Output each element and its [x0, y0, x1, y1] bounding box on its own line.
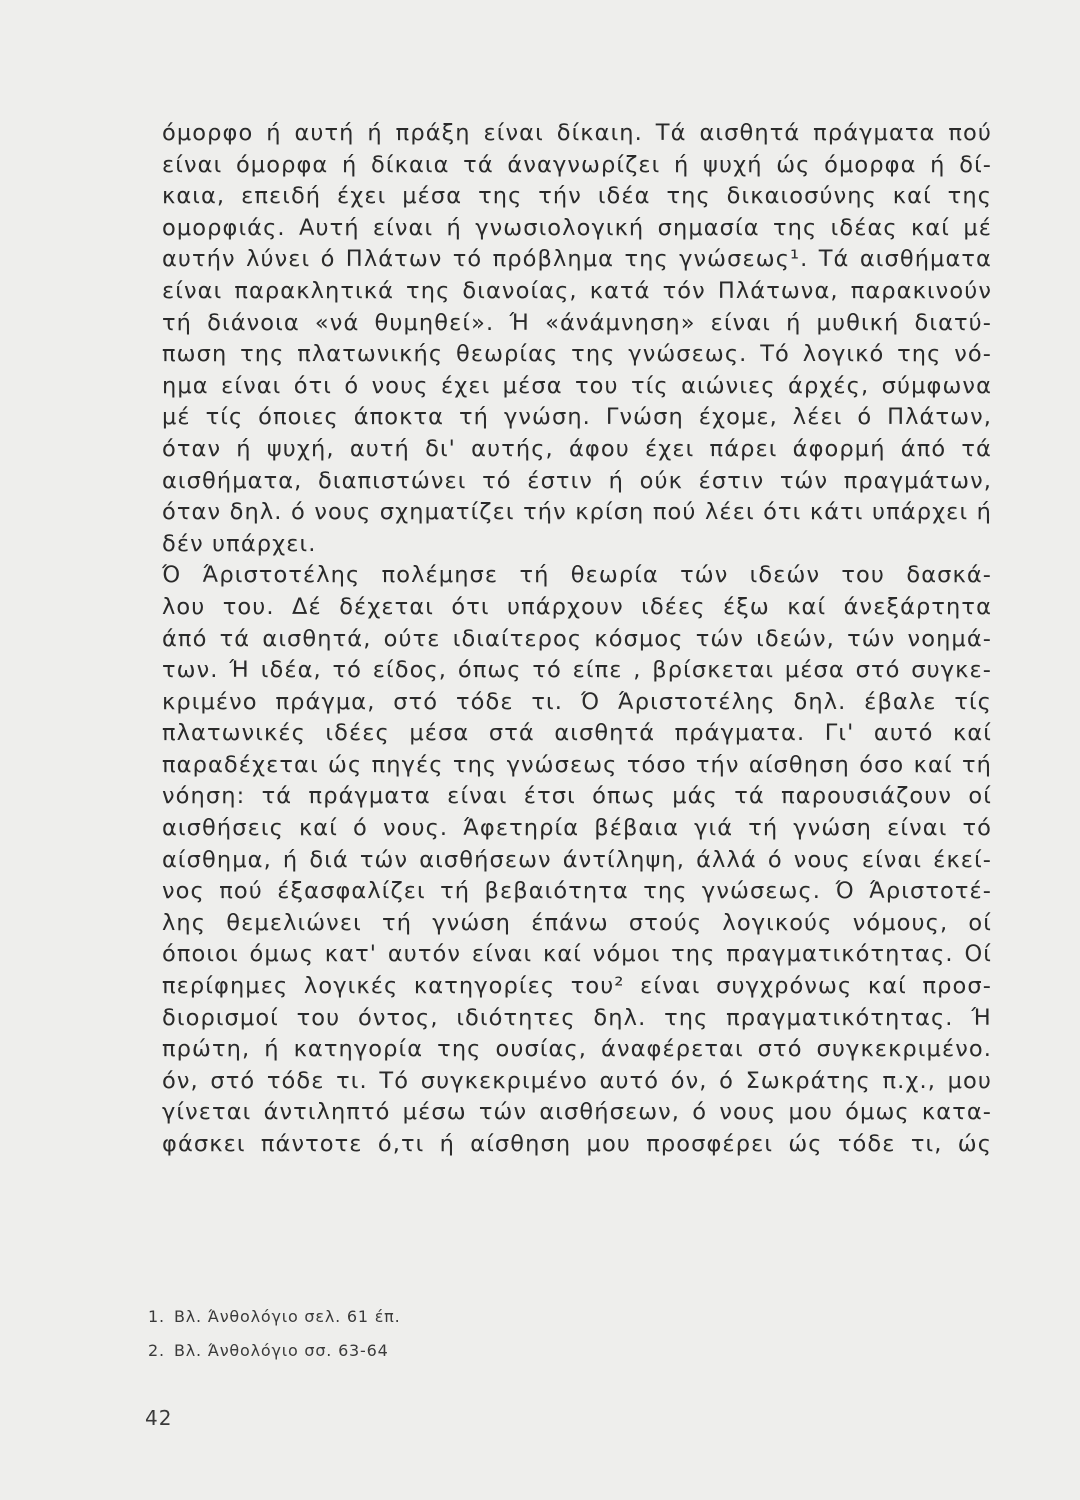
- text-line: παραδέχεται ώς πηγές της γνώσεως τόσο τήν αίσθηση όσο καί τή: [162, 751, 992, 778]
- footnote-text: Βλ. Άνθολόγιο σελ. 61 έπ.: [174, 1307, 401, 1326]
- text-line: όποιοι όμως κατ' αυτόν είναι καί νόμοι της πραγματικότητας. Οί: [162, 941, 992, 968]
- text-line: λης θεμελιώνει τή γνώση έπάνω στούς λογικούς νόμους, οί: [162, 909, 992, 936]
- body-text: [162, 118, 992, 1161]
- text-line: Ό Άριστοτέλης πολέμησε τή θεωρία τών ιδεών του δασκά-: [162, 562, 992, 589]
- text-line: αίσθημα, ή διά τών αισθήσεων άντίληψη, άλλά ό νους είναι έκεί-: [162, 846, 992, 873]
- footnote-number: 2.: [148, 1341, 165, 1360]
- text-line: νόηση: τά πράγματα είναι έτσι όπως μάς τά παρουσιάζουν οί: [162, 783, 992, 810]
- text-line: νος πού έξασφαλίζει τή βεβαιότητα της γνώσεως. Ό Άριστοτέ-: [162, 878, 992, 905]
- page-number: 42: [145, 1406, 173, 1430]
- text-line: αυτήν λύνει ό Πλάτων τό πρόβλημα της γνώσεως¹. Τά αισθήματα: [162, 246, 992, 273]
- text-line: πλατωνικές ιδέες μέσα στά αισθητά πράγματα. Γι' αυτό καί: [162, 720, 992, 747]
- text-line: μέ τίς όποιες άποκτα τή γνώση. Γνώση έχομε, λέει ό Πλάτων,: [162, 404, 992, 431]
- text-line: φάσκει πάντοτε ό,τι ή αίσθηση μου προσφέρει ώς τόδε τι, ώς: [162, 1131, 992, 1157]
- text-line: των. Ή ιδέα, τό είδος, όπως τό είπε , βρίσκεται μέσα στό συγκε-: [162, 657, 992, 684]
- text-line: όν, στό τόδε τι. Τό συγκεκριμένο αυτό όν, ό Σωκράτης π.χ., μου: [162, 1067, 992, 1094]
- text-line: όμορφο ή αυτή ή πράξη είναι δίκαιη. Τά αισθητά πράγματα πού: [162, 120, 992, 146]
- text-line: άπό τά αισθητά, ούτε ιδιαίτερος κόσμος τών ιδεών, τών νοημά-: [162, 625, 992, 652]
- text-line: τή διάνοια «νά θυμηθεί». Ή «άνάμνηση» είναι ή μυθική διατύ-: [162, 309, 992, 336]
- text-line: λου του. Δέ δέχεται ότι υπάρχουν ιδέες έξω καί άνεξάρτητα: [162, 593, 992, 620]
- text-line: όταν ή ψυχή, αυτή δι' αυτής, άφου έχει πάρει άφορμή άπό τά: [162, 435, 992, 462]
- text-line: περίφημες λογικές κατηγορίες του² είναι συγχρόνως καί προσ-: [162, 973, 992, 1000]
- footnote: [148, 1334, 978, 1368]
- text-line: ομορφιάς. Αυτή είναι ή γνωσιολογική σημασία της ιδέας καί μέ: [162, 214, 992, 241]
- text-line: καια, επειδή έχει μέσα της τήν ιδέα της δικαιοσύνης καί της: [162, 183, 992, 210]
- text-line: δέν υπάρχει.: [162, 530, 317, 557]
- text-line: ημα είναι ότι ό νους έχει μέσα του τίς αιώνιες άρχές, σύμφωνα: [162, 372, 992, 399]
- text-line: είναι παρακλητικά της διανοίας, κατά τόν Πλάτωνα, παρακινούν: [162, 277, 992, 304]
- footnote: [148, 1300, 978, 1334]
- footnote-number: 1.: [148, 1307, 165, 1326]
- text-line: πωση της πλατωνικής θεωρίας της γνώσεως. Τό λογικό της νό-: [162, 341, 992, 368]
- text-line: πρώτη, ή κατηγορία της ουσίας, άναφέρεται στό συγκεκριμένο.: [162, 1036, 992, 1063]
- footnotes: [148, 1300, 978, 1368]
- text-line: αισθήματα, διαπιστώνει τό έστιν ή ούκ έστιν τών πραγμάτων,: [162, 467, 992, 494]
- text-line: είναι όμορφα ή δίκαια τά άναγνωρίζει ή ψυχή ώς όμορφα ή δί-: [162, 151, 992, 178]
- text-line: γίνεται άντιληπτό μέσω τών αισθήσεων, ό νους μου όμως κατα-: [162, 1099, 992, 1126]
- text-line: αισθήσεις καί ό νους. Άφετηρία βέβαια γιά τή γνώση είναι τό: [162, 815, 992, 842]
- footnote-text: Βλ. Άνθολόγιο σσ. 63-64: [174, 1341, 389, 1360]
- text-line: όταν δηλ. ό νους σχηματίζει τήν κρίση πού λέει ότι κάτι υπάρχει ή: [162, 499, 992, 526]
- text-line: κριμένο πράγμα, στό τόδε τι. Ό Άριστοτέλης δηλ. έβαλε τίς: [162, 688, 992, 715]
- text-line: διορισμοί του όντος, ιδιότητες δηλ. της πραγματικότητας. Ή: [162, 1004, 992, 1031]
